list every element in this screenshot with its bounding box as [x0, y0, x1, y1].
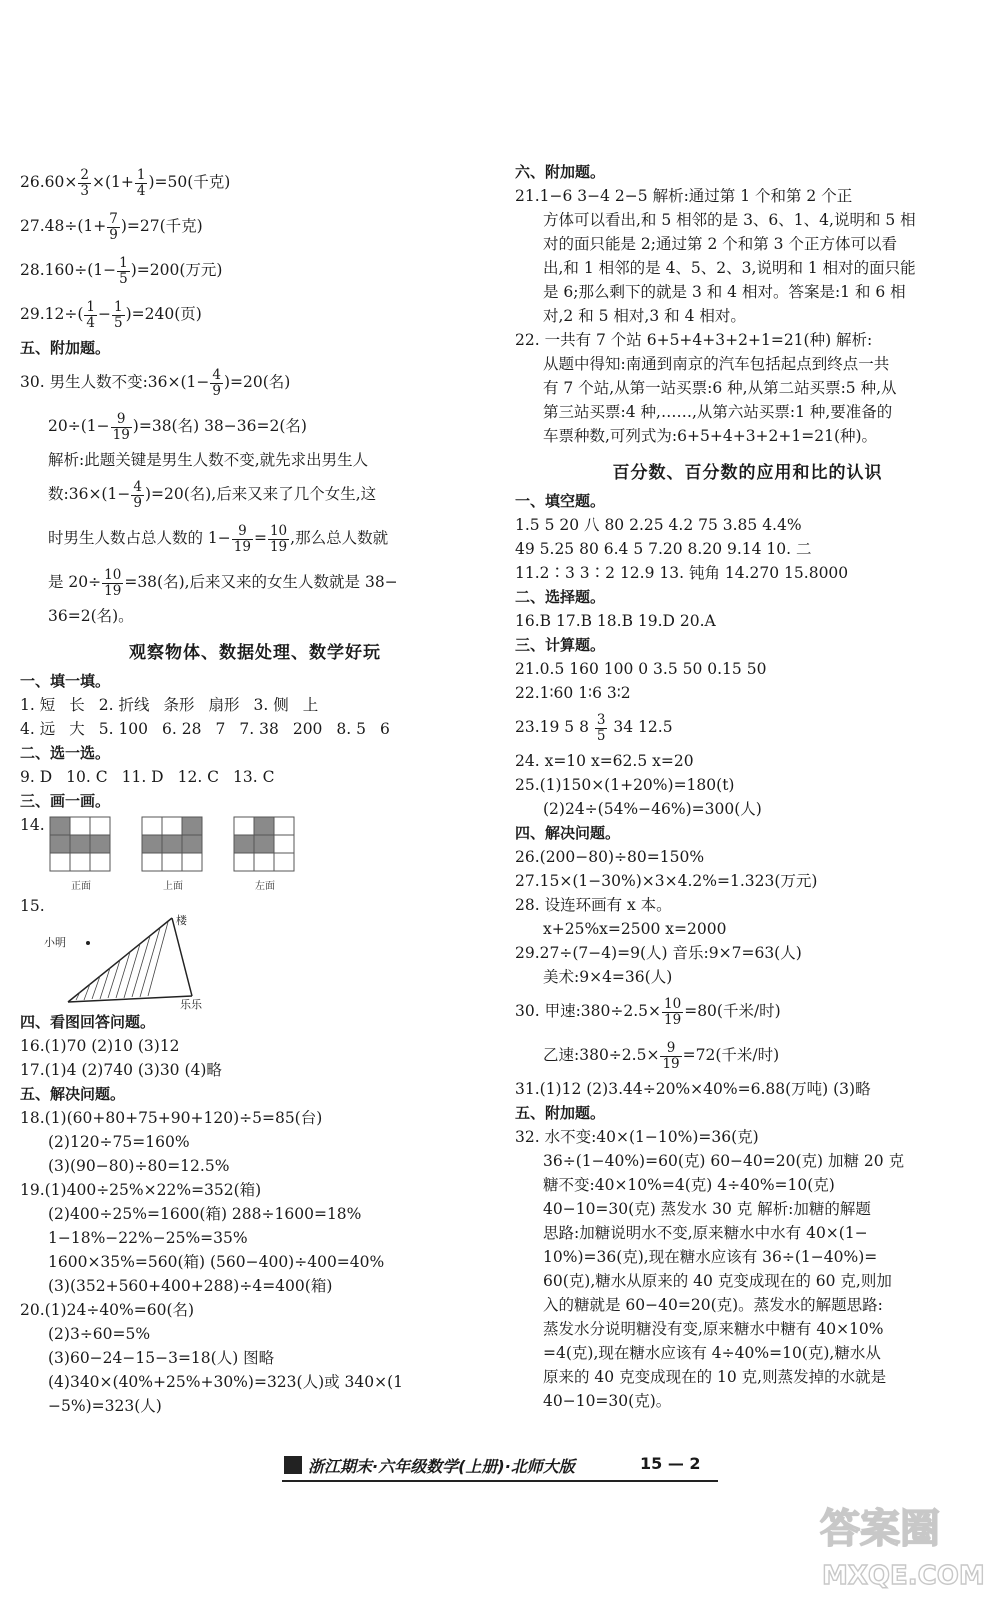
answer-32: 32. 水不变:40×(1−10%)=36(克)	[515, 1128, 759, 1146]
answer-30-line: 时男生人数占总人数的 1− $\frac{9}{19}$ = $\frac{10}{19}$ ,那么总人数就	[48, 522, 389, 555]
answer-20-line: (3)60−24−15−3=18(人) 图略	[48, 1349, 275, 1367]
answer-21-line: 是 6;那么剩下的就是 3 和 4 相对。答案是:1 和 6 相	[543, 283, 906, 301]
fill-answers-row: 4. 远 大 5. 100 6. 28 7 7. 38 200 8. 5 6	[20, 720, 390, 738]
answer-21-line: 方体可以看出,和 5 相邻的是 3、6、1、4,说明和 5 相	[543, 211, 916, 229]
answer-32-line: 40−10=30(克)。	[543, 1392, 672, 1410]
section-heading: 二、选择题。	[515, 588, 606, 606]
answer-19-line: 1−18%−22%−25%=35%	[48, 1229, 248, 1247]
answer-32-line: 糖不变:40×10%=4(克) 4÷40%=10(克)	[543, 1176, 835, 1194]
watermark-logo	[808, 1496, 988, 1596]
answer-19-line: 1600×35%=560(箱) (560−400)÷400=40%	[48, 1253, 385, 1271]
section-heading: 四、解决问题。	[515, 824, 621, 842]
fill-answers-row: 11.2∶3 3∶2 12.9 13. 钝角 14.270 15.8000	[515, 564, 849, 582]
fraction-9-19: $\frac{9}{19}$	[112, 410, 130, 443]
section-title: 百分数、百分数的应用和比的认识	[612, 463, 883, 483]
label-lele: 乐乐	[180, 998, 202, 1010]
answer-32-line: 蒸发水分说明糖没有变,原来糖水中糖有 40×10%	[543, 1320, 884, 1338]
fill-answers-row: 1.5 5 20 八 80 2.25 4.2 75 3.85 4.4%	[515, 516, 802, 534]
page-number: 15 — 2	[640, 1454, 701, 1473]
answer-29: 29.12÷( $\frac{1}{4}$ − $\frac{1}{5}$ )=240(页)	[20, 298, 202, 331]
label-building: 楼	[176, 914, 187, 927]
section-heading: 五、解决问题。	[20, 1085, 126, 1103]
section-title: 观察物体、数据处理、数学好玩	[129, 643, 381, 663]
section-heading: 四、看图回答问题。	[20, 1013, 156, 1031]
top-view	[140, 815, 206, 892]
answer-25-calc: 25.(1)150×(1+20%)=180(t)	[515, 776, 735, 794]
watermark-title: 答案圈	[820, 1506, 940, 1552]
answer-19-line: (3)(352+560+400+288)÷4=400(箱)	[48, 1277, 333, 1295]
section-heading: 三、画一画。	[20, 792, 111, 810]
answer-30-line: 乙速:380÷2.5× $\frac{9}{19}$ =72(千米/时)	[543, 1039, 780, 1072]
answer-18-line: (2)120÷75=160%	[48, 1133, 190, 1151]
answer-20-line: (2)3÷60=5%	[48, 1325, 151, 1343]
answer-30: 30. 男生人数不变:36×(1− $\frac{4}{9}$ )=20(名)	[20, 366, 291, 399]
page-footer	[0, 1440, 996, 1500]
answer-22: 22. 一共有 7 个站 6+5+4+3+2+1=21(种) 解析:	[515, 331, 873, 349]
left-view-grid	[232, 815, 298, 875]
section-heading: 一、填一填。	[20, 672, 111, 690]
answer-32-line: 入的糖就是 60−40=20(克)。蒸发水的解题思路:	[543, 1296, 883, 1314]
answer-32-line: 40−10=30(克) 蒸发水 30 克 解析:加糖的解题	[543, 1200, 871, 1218]
answer-19: 19.(1)400÷25%×22%=352(箱)	[20, 1181, 262, 1199]
building-edge	[172, 918, 192, 996]
answer-16: 16.(1)70 (2)10 (3)12	[20, 1037, 180, 1055]
answer-21-calc: 21.0.5 160 100 0 3.5 50 0.15 50	[515, 660, 767, 678]
section-heading: 六、附加题。	[515, 163, 606, 181]
front-view-caption: 正面	[71, 881, 91, 892]
answer-26-solve: 26.(200−80)÷80=150%	[515, 848, 705, 866]
answer-31-solve: 31.(1)12 (2)3.44÷20%×40%=6.88(万吨) (3)略	[515, 1080, 871, 1098]
shaded-region	[76, 922, 168, 1000]
left-view-caption: 左面	[255, 881, 275, 892]
answer-27-solve: 27.15×(1−30%)×3×4.2%=1.323(万元)	[515, 872, 818, 890]
answer-23-calc: 23.19 5 8 $\frac{3}{5}$ 34 12.5	[515, 711, 673, 744]
answer-22-line: 车票种数,可列式为:6+5+4+3+2+1=21(种)。	[543, 427, 878, 445]
answer-27: 27.48÷(1+ $\frac{7}{9}$ )=27(千克)	[20, 210, 203, 243]
section-heading: 二、选一选。	[20, 744, 111, 762]
answer-30-line: 是 20÷ $\frac{10}{19}$ =38(名),后来又来的女生人数就是 38−	[48, 566, 398, 599]
answer-32-line: =4(克),现在糖水应该有 4÷40%=10(克),糖水从	[543, 1344, 881, 1362]
fraction-7-9: $\frac{7}{9}$	[109, 210, 118, 243]
answer-22-line: 第三站买票:4 种,……,从第六站买票:1 种,要准备的	[543, 403, 893, 421]
answer-20: 20.(1)24÷40%=60(名)	[20, 1301, 195, 1319]
xiaoming-dot	[86, 941, 90, 945]
answer-26: 26.60× $\frac{2}{3}$ ×(1+ $\frac{1}{4}$ )=50(千克)	[20, 166, 231, 199]
section-heading: 五、附加题。	[515, 1104, 606, 1122]
fraction-10-19: $\frac{10}{19}$	[664, 995, 682, 1028]
fraction-9-19: $\frac{9}{19}$	[662, 1039, 680, 1072]
answer-32-line: 原来的 40 克变成现在的 10 克,则蒸发掉的水就是	[543, 1368, 887, 1386]
choice-answers-row: 9. D 10. C 11. D 12. C 13. C	[20, 768, 275, 786]
fill-answers-row: 49 5.25 80 6.4 5 7.20 8.20 9.14 10. 二	[515, 540, 812, 558]
view-drawings	[48, 815, 490, 892]
answer-30-line: 数:36×(1− $\frac{4}{9}$ )=20(名),后来又来了几个女生,这	[48, 478, 377, 511]
sightline-diagram	[20, 910, 260, 1010]
footer-title: 浙江期末·六年级数学(上册)·北师大版	[308, 1457, 575, 1476]
top-view-caption: 上面	[163, 881, 183, 892]
fraction-4-9: $\frac{4}{9}$	[133, 478, 142, 511]
fraction-10-19: $\frac{10}{19}$	[269, 522, 288, 555]
answer-21: 21.1−6 3−4 2−5 解析:通过第 1 个和第 2 个正	[515, 187, 853, 205]
answer-30-line: 20÷(1− $\frac{9}{19}$ )=38(名) 38−36=2(名)	[48, 410, 307, 443]
answer-32-line: 36÷(1−40%)=60(克) 60−40=20(克) 加糖 20 克	[543, 1152, 905, 1170]
label-xiaoming: 小明	[44, 936, 66, 949]
answer-32-line: 10%)=36(克),现在糖水应该有 36÷(1−40%)=	[543, 1248, 878, 1266]
ground-line	[68, 996, 192, 1002]
answer-20-line: −5%)=323(人)	[48, 1397, 162, 1415]
answer-18: 18.(1)(60+80+75+90+120)÷5=85(台)	[20, 1109, 323, 1127]
fraction-4-9: $\frac{4}{9}$	[212, 366, 221, 399]
fraction-3-5: $\frac{3}{5}$	[596, 711, 606, 744]
answer-32-line: 60(克),糖水从原来的 40 克变成现在的 60 克,则加	[543, 1272, 892, 1290]
top-view-grid	[140, 815, 206, 875]
answer-29-line: 美术:9×4=36(人)	[543, 968, 673, 986]
answer-21-line: 对的面只能是 2;通过第 2 个和第 3 个正方体可以看	[543, 235, 897, 253]
answer-28-line: x+25%x=2500 x=2000	[543, 920, 727, 938]
fraction-1-5: $\frac{1}{5}$	[114, 298, 123, 331]
answer-28-solve: 28. 设连环画有 x 本。	[515, 896, 672, 914]
fraction-1-5: $\frac{1}{5}$	[119, 254, 128, 287]
fraction-1-4: $\frac{1}{4}$	[136, 166, 146, 199]
left-view	[232, 815, 298, 892]
question-number: 15.	[20, 897, 45, 915]
answer-21-line: 对,2 和 5 相对,3 和 4 相对。	[543, 307, 746, 325]
answer-32-line: 思路:加糖说明水不变,原来糖水中水有 40×(1−	[543, 1224, 868, 1242]
answer-22-calc: 22.1∶60 1∶6 3∶2	[515, 684, 631, 702]
answer-22-line: 有 7 个站,从第一站买票:6 种,从第二站买票:5 种,从	[543, 379, 897, 397]
question-number: 14.	[20, 816, 45, 834]
fraction-10-19: $\frac{10}{19}$	[104, 566, 122, 599]
section-heading: 一、填空题。	[515, 492, 606, 510]
choice-answers-row: 16.B 17.B 18.B 19.D 20.A	[515, 612, 716, 630]
answer-29-solve: 29.27÷(7−4)=9(人) 音乐:9×7=63(人)	[515, 944, 802, 962]
answer-28: 28.160÷(1− $\frac{1}{5}$ )=200(万元)	[20, 254, 223, 287]
section-heading: 五、附加题。	[20, 339, 111, 357]
answer-19-line: (2)400÷25%=1600(箱) 288÷1600=18%	[48, 1205, 362, 1223]
answer-24-calc: 24. x=10 x=62.5 x=20	[515, 752, 694, 770]
front-view	[48, 815, 114, 892]
fraction-2-3: $\frac{2}{3}$	[80, 166, 89, 199]
fraction-1-4: $\frac{1}{4}$	[86, 298, 96, 331]
answer-25-line: (2)24÷(54%−46%)=300(人)	[543, 800, 762, 818]
answer-30-analysis: 解析:此题关键是男生人数不变,就先求出男生人	[48, 451, 369, 469]
fraction-9-19: $\frac{9}{19}$	[233, 522, 251, 555]
answer-30-line: 36=2(名)。	[48, 607, 134, 625]
section-heading: 三、计算题。	[515, 636, 606, 654]
fill-answers-row: 1. 短 长 2. 折线 条形 扇形 3. 侧 上	[20, 696, 319, 714]
answer-17: 17.(1)4 (2)740 (3)30 (4)略	[20, 1061, 222, 1079]
answer-22-line: 从题中得知:南通到南京的汽车包括起点到终点一共	[543, 355, 890, 373]
left-column	[20, 160, 490, 1418]
footer-square-icon	[284, 1456, 302, 1474]
answer-21-line: 出,和 1 相邻的是 4、5、2、3,说明和 1 相对的面只能	[543, 259, 916, 277]
answer-20-line: (4)340×(40%+25%+30%)=323(人)或 340×(1	[48, 1373, 404, 1391]
watermark-url: MXQE.COM	[822, 1561, 985, 1591]
answer-18-line: (3)(90−80)÷80=12.5%	[48, 1157, 230, 1175]
right-column	[515, 160, 980, 1413]
answer-30-solve: 30. 甲速:380÷2.5× $\frac{10}{19}$ =80(千米/时)	[515, 995, 781, 1028]
front-view-grid	[48, 815, 114, 875]
